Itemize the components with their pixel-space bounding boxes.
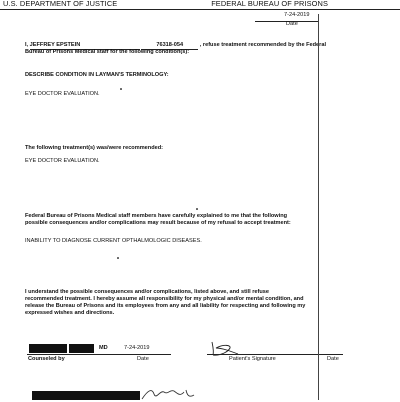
consequences-line-1: Federal Bureau of Prisons Medical staff members have carefully explained to me that the following — [25, 213, 288, 219]
top-date-value: 7-24-2019 — [284, 12, 310, 18]
acknowledgement-line-2: recommended treatment. I hereby assume all responsibility for my physical and/or mental condition, and — [25, 296, 304, 302]
acknowledgement-line-3: release the Bureau of Prisons and its employees from any and all liability for respecting and following my — [25, 303, 306, 309]
bottom-redaction — [32, 391, 140, 400]
treatment-text: EYE DOCTOR EVALUATION. — [25, 158, 100, 164]
refusal-line-1-rest: , refuse treatment recommended by the Federal — [199, 42, 327, 48]
acknowledgement-line-4: expressed wishes and directions. — [25, 310, 115, 316]
register-number: 76318-054 — [141, 42, 198, 50]
patient-date-label: Date — [327, 356, 339, 362]
refusal-prefix: I, — [25, 42, 29, 48]
scan-speck — [120, 88, 122, 90]
acknowledgement-line-1: I understand the possible consequences and/or complications, listed above, and still refuse — [25, 289, 270, 295]
condition-heading: DESCRIBE CONDITION IN LAYMAN'S TERMINOLOGY: — [25, 72, 169, 78]
patient-signature-label: Patient's Signature — [229, 356, 276, 362]
top-date-label: Date — [286, 21, 298, 27]
patient-line — [207, 354, 343, 355]
condition-text: EYE DOCTOR EVALUATION. — [25, 91, 100, 97]
agency-name: U.S. DEPARTMENT OF JUSTICE — [3, 0, 118, 8]
counselor-line — [27, 354, 171, 355]
refusal-line-2: Bureau of Prisons Medical staff for the following condition(s): — [25, 49, 190, 55]
scan-speck — [196, 208, 198, 210]
scan-artifact-line — [318, 14, 319, 400]
bureau-name: FEDERAL BUREAU OF PRISONS — [211, 0, 328, 8]
patient-name: JEFFREY EPSTEIN — [30, 42, 140, 50]
treatment-heading: The following treatment(s) was/were recommended: — [25, 145, 164, 151]
counselor-date-label: Date — [137, 356, 149, 362]
consequences-line-2: possible consequences and/or complications may result because of my refusal to accept treatment: — [25, 220, 291, 226]
header-rule — [0, 9, 400, 10]
counselor-date: 7-24-2019 — [124, 345, 150, 351]
counseled-by-label: Counseled by — [28, 356, 65, 362]
counselor-suffix: MD — [99, 345, 108, 351]
counselor-redaction-2 — [69, 344, 94, 353]
scan-speck — [117, 257, 119, 259]
consequences-text: INABILITY TO DIAGNOSE CURRENT OPTHALMOLOGIC DISEASES. — [25, 238, 202, 244]
counselor-redaction — [29, 344, 67, 353]
